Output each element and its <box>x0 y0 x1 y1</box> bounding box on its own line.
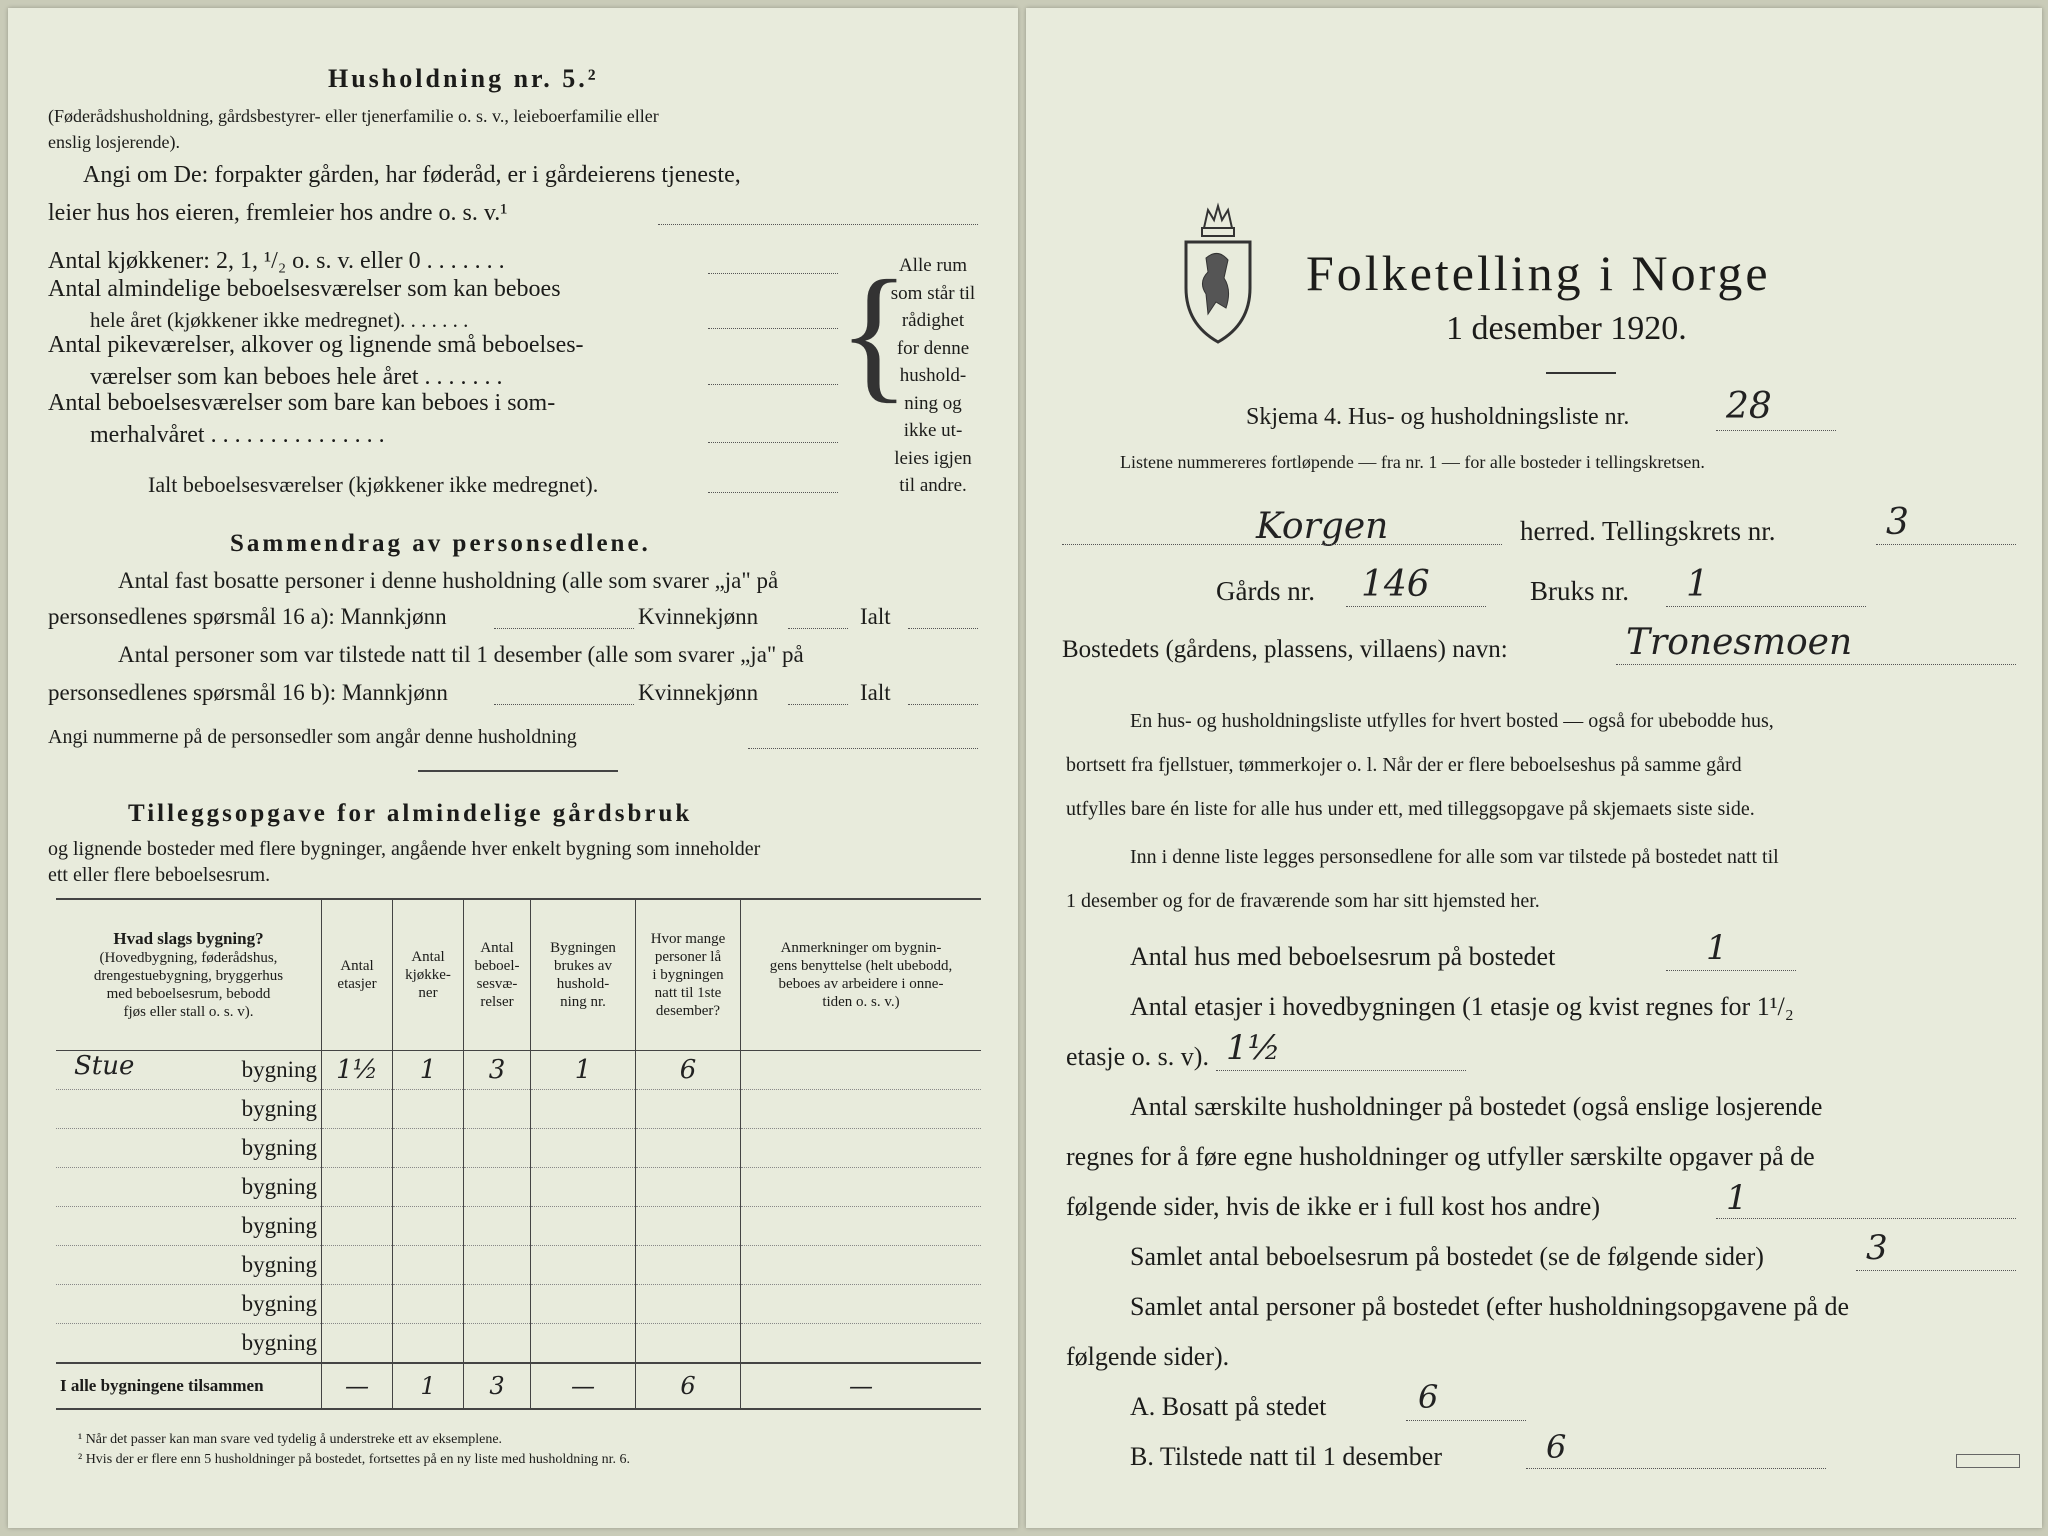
husholdning-cell: 1 <box>531 1051 636 1090</box>
etasjer-label: Antal etasjer i hovedbygningen (1 etasje og kvist regnes for 1¹/₂ <box>1130 992 1794 1021</box>
fill-line <box>708 492 838 493</box>
bruks-label: Bruks nr. <box>1530 576 1630 606</box>
fill-line <box>708 442 838 443</box>
footnote-2: ² Hvis der er flere enn 5 husholdninger på bostedet, fortsettes på en ny liste med husholdning nr. 6. <box>78 1452 631 1467</box>
personer-label-2: følgende sider). <box>1066 1342 1230 1371</box>
fill-line <box>1716 430 1836 431</box>
list-number: 28 <box>1726 386 1772 427</box>
brace-note-line: ikke ut- <box>903 420 963 441</box>
printer-stamp <box>1956 1454 2020 1468</box>
nummerne-label: Angi nummerne på de personsedler som angår denne husholdning <box>48 726 577 748</box>
fill-line <box>658 224 978 225</box>
fill-line <box>1406 1420 1526 1421</box>
ialt-short: Ialt <box>860 604 891 629</box>
gards-number: 146 <box>1361 564 1430 605</box>
total-label: I alle bygningene tilsammen <box>56 1363 322 1409</box>
kvinne-label-2: Kvinnekjønn <box>638 680 759 705</box>
fill-line <box>788 704 848 705</box>
divider <box>1546 372 1616 374</box>
kjokken-label: Antal kjøkkener: 2, 1, ¹/₂ o. s. v. eller 0 . . . . . . . <box>48 248 505 274</box>
alm-label-2: hele året (kjøkkener ikke medregnet). . . . . . . <box>90 308 469 332</box>
instr-1c: utfylles bare én liste for alle hus under ett, med tilleggsopgave på skjemaets siste side. <box>1066 798 1755 820</box>
bosted-value: Tronesmoen <box>1626 622 1853 663</box>
fill-line <box>708 328 838 329</box>
building-type-cell: Stue bygning <box>56 1051 322 1090</box>
fill-line <box>494 628 634 629</box>
tillegg-line-1: og lignende bosteder med flere bygninger, angående hver enkelt bygning som inneholder <box>48 838 761 860</box>
husholdninger-value: 1 <box>1726 1178 1748 1218</box>
bosatt-value: 6 <box>1418 1378 1439 1416</box>
tilstede-label: B. Tilstede natt til 1 desember <box>1130 1442 1442 1471</box>
personer-cell: 6 <box>636 1051 741 1090</box>
table-row <box>56 1129 981 1168</box>
household-subtitle-2: enslig losjerende). <box>48 132 180 152</box>
total-kjokkener: 1 <box>393 1363 464 1409</box>
table-row <box>56 1285 981 1324</box>
fill-line <box>1876 544 2016 545</box>
fill-line <box>1856 1270 2016 1271</box>
table-row <box>56 1324 981 1364</box>
fill-line <box>788 628 848 629</box>
fill-line <box>908 704 978 705</box>
table-header-row <box>56 899 981 1051</box>
alm-label: Antal almindelige beboelsesværelser som kan beboes <box>48 276 561 302</box>
household-title: Husholdning nr. 5.² <box>328 64 599 93</box>
brace-note-line: leies igjen <box>894 447 972 469</box>
bygning-label: bygning <box>56 1324 322 1364</box>
ialt-short-2: Ialt <box>860 680 891 705</box>
sammendrag-line-2: personsedlenes spørsmål 16 a): Mannkjønn <box>48 604 447 629</box>
kvinne-label: Kvinnekjønn <box>638 604 759 629</box>
brace-icon: { <box>838 250 910 416</box>
beboelsesrum-label: Samlet antal beboelsesrum på bostedet (se de følgende sider) <box>1130 1242 1764 1271</box>
fill-line <box>748 748 978 749</box>
census-date: 1 desember 1920. <box>1446 310 1687 347</box>
brace-note-line: som står til <box>890 282 976 304</box>
herred-value: Korgen <box>1256 506 1389 547</box>
total-personer: 6 <box>636 1363 741 1409</box>
angi-text: Angi om De: forpakter gården, har føderåd, er i gårdeierens tjeneste, <box>83 162 741 188</box>
vaerelser-cell: 3 <box>464 1051 531 1090</box>
total-vaerelser: 3 <box>464 1363 531 1409</box>
bygning-label: bygning <box>56 1246 322 1285</box>
table-row <box>56 1246 981 1285</box>
krets-number: 3 <box>1886 502 1909 543</box>
total-etasjer: — <box>322 1363 393 1409</box>
total-husholdning: — <box>531 1363 636 1409</box>
building-table <box>56 898 981 1410</box>
etasjer-value: 1½ <box>1226 1028 1281 1068</box>
bosted-label: Bostedets (gårdens, plassens, villaens) navn: <box>1062 636 1508 663</box>
instr-2a: Inn i denne liste legges personsedlene for alle som var tilstede på bostedet natt til <box>1130 846 1779 868</box>
gards-label: Gårds nr. <box>1216 576 1315 606</box>
col-header-husholdning: Bygningen brukes av hushold- ning nr. <box>531 899 636 1051</box>
brace-note-line: for denne <box>896 337 970 359</box>
sammendrag-title: Sammendrag av personsedlene. <box>230 530 651 557</box>
etasjer-label-2: etasje o. s. v). <box>1066 1042 1209 1071</box>
col-header-type: Hvad slags bygning? (Hovedbygning, føderådshus, drengestuebygning, bryggerhus med beboelsesrum, bebodd fjøs eller stall o. s. v). <box>56 899 322 1051</box>
beboelsesrum-value: 3 <box>1866 1228 1888 1268</box>
bygning-label: bygning <box>56 1090 322 1129</box>
tillegg-title: Tilleggsopgave for almindelige gårdsbruk <box>128 800 693 827</box>
brace-note-line: ning og <box>904 392 962 414</box>
table-row <box>56 1090 981 1129</box>
pike-label: Antal pikeværelser, alkover og lignende små beboelses- <box>48 332 584 358</box>
table-row <box>56 1168 981 1207</box>
total-anmerkning: — <box>741 1363 982 1409</box>
angi-text-2: leier hus hos eieren, fremleier hos andre o. s. v.¹ <box>48 200 508 226</box>
etasjer-cell: 1½ <box>322 1051 393 1090</box>
antal-hus-value: 1 <box>1706 928 1728 968</box>
fill-line <box>494 704 634 705</box>
instr-2b: 1 desember og for de fraværende som har sitt hjemsted her. <box>1066 890 1540 912</box>
col-header-etasjer: Antal etasjer <box>322 899 393 1051</box>
col-header-personer: Hvor mange personer lå i bygningen natt til 1ste desember? <box>636 899 741 1051</box>
household-subtitle: (Føderådshusholdning, gårdsbestyrer- eller tjenerfamilie o. s. v., leieboerfamilie eller <box>48 106 659 126</box>
census-title: Folketelling i Norge <box>1306 245 1771 301</box>
bygning-label: bygning <box>56 1129 322 1168</box>
sammendrag-line-4: personsedlenes spørsmål 16 b): Mannkjønn <box>48 680 448 705</box>
fill-line <box>708 384 838 385</box>
fill-line <box>1666 970 1796 971</box>
fill-line <box>1666 606 1866 607</box>
husholdninger-label-3: følgende sider, hvis de ikke er i full kost hos andre) <box>1066 1192 1600 1221</box>
fill-line <box>1616 664 2016 665</box>
anmerkning-cell <box>741 1051 982 1090</box>
fill-line <box>908 628 978 629</box>
col-header-anmerkninger: Anmerkninger om bygnin- gens benyttelse (helt ubebodd, beboes av arbeidere i onne- tiden o. s. v.) <box>741 899 982 1051</box>
tilstede-value: 6 <box>1546 1428 1567 1466</box>
bygning-label: bygning <box>56 1168 322 1207</box>
instr-1a: En hus- og husholdningsliste utfylles for hvert bosted — også for ubebodde hus, <box>1130 710 1774 732</box>
table-row <box>56 1051 981 1090</box>
sommer-label: Antal beboelsesværelser som bare kan beboes i som- <box>48 390 556 416</box>
fill-line <box>1346 606 1486 607</box>
right-page <box>1026 8 2042 1528</box>
brace-note-line: rådighet <box>901 310 965 331</box>
fill-line <box>1716 1218 2016 1219</box>
divider <box>418 770 618 772</box>
fill-line <box>1216 1070 1466 1071</box>
fill-line <box>1526 1468 1826 1469</box>
ialt-label: Ialt beboelsesværelser (kjøkkener ikke medregnet). <box>148 472 599 497</box>
tillegg-line-2: ett eller flere beboelsesrum. <box>48 864 271 886</box>
footnote-1: ¹ Når det passer kan man svare ved tydelig å understreke ett av eksemplene. <box>78 1432 503 1447</box>
personer-label: Samlet antal personer på bostedet (efter husholdningsopgavene på de <box>1130 1292 1850 1321</box>
coat-of-arms-icon <box>1178 198 1258 348</box>
fill-line <box>1062 544 1502 545</box>
antal-hus-label: Antal hus med beboelsesrum på bostedet <box>1130 942 1556 971</box>
listene-note: Listene nummereres fortløpende — fra nr. 1 — for alle bosteder i tellingskretsen. <box>1120 452 1705 472</box>
sammendrag-line-3: Antal personer som var tilstede natt til 1 desember (alle som svarer „ja" på <box>118 642 804 667</box>
bruks-number: 1 <box>1686 564 1709 605</box>
pike-label-2: værelser som kan beboes hele året . . . . . . . <box>90 364 503 390</box>
fill-line <box>708 273 838 274</box>
table-row <box>56 1207 981 1246</box>
skjema-label: Skjema 4. Hus- og husholdningsliste nr. <box>1246 404 1630 430</box>
col-header-kjokkener: Antal kjøkke- ner <box>393 899 464 1051</box>
husholdninger-label: Antal særskilte husholdninger på bostedet (også enslige losjerende <box>1130 1092 1823 1121</box>
sammendrag-line-1: Antal fast bosatte personer i denne husholdning (alle som svarer „ja" på <box>118 568 779 593</box>
col-header-vaerelser: Antal beboel- sesvæ- relser <box>464 899 531 1051</box>
brace-note <box>878 252 988 500</box>
instr-1b: bortsett fra fjellstuer, tømmerkojer o. l. Når der er flere beboelseshus på samme gård <box>1066 754 1742 776</box>
husholdninger-label-2: regnes for å føre egne husholdninger og utfyller særskilte opgaver på de <box>1066 1142 1815 1171</box>
herred-label: herred. Tellingskrets nr. <box>1520 516 1776 546</box>
brace-note-line: hushold- <box>899 365 967 386</box>
sommer-label-2: merhalvåret . . . . . . . . . . . . . . . <box>90 422 385 448</box>
brace-note-line: til andre. <box>899 475 967 496</box>
total-row <box>56 1363 981 1409</box>
kjokkener-cell: 1 <box>393 1051 464 1090</box>
bygning-label: bygning <box>56 1207 322 1246</box>
bosatt-label: A. Bosatt på stedet <box>1130 1392 1327 1421</box>
bygning-label: bygning <box>56 1285 322 1324</box>
left-page <box>8 8 1018 1528</box>
brace-note-line: Alle rum <box>898 255 968 276</box>
